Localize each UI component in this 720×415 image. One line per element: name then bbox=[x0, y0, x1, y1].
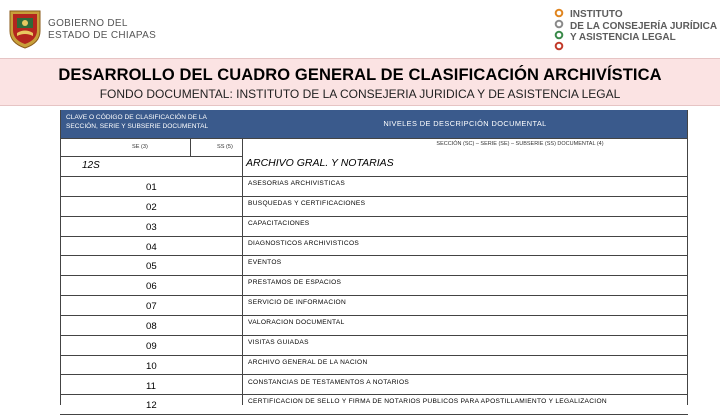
table-row bbox=[60, 177, 688, 197]
fondo-code: 12S bbox=[82, 160, 100, 171]
row-code: 04 bbox=[146, 241, 157, 253]
row-code: 03 bbox=[146, 221, 157, 233]
page-subtitle: FONDO DOCUMENTAL: INSTITUTO DE LA CONSEJERIA JURIDICA Y DE ASISTENCIA LEGAL bbox=[99, 87, 621, 101]
row-description: DIAGNOSTICOS ARCHIVISTICOS bbox=[248, 239, 360, 247]
row-description: VISITAS GUIADAS bbox=[248, 338, 309, 346]
row-code: 01 bbox=[146, 182, 157, 193]
row-code: 02 bbox=[146, 201, 157, 213]
chiapas-government-logo bbox=[4, 6, 164, 52]
table-row bbox=[60, 316, 688, 336]
row-code: 12 bbox=[146, 400, 157, 412]
row-description: CAPACITACIONES bbox=[248, 219, 310, 227]
gov-line-1: GOBIERNO DEL bbox=[48, 18, 128, 29]
gov-line-2: ESTADO DE CHIAPAS bbox=[48, 30, 157, 41]
row-description: CERTIFICACION DE SELLO Y FIRMA DE NOTARIOS PUBLICOS PARA APOSTILLAMIENTO Y LEGALIZACION bbox=[248, 398, 607, 406]
row-description: ARCHIVO GENERAL DE LA NACION bbox=[248, 358, 368, 366]
row-code: 11 bbox=[146, 380, 156, 392]
table-row bbox=[60, 296, 688, 316]
row-code: 05 bbox=[146, 261, 157, 273]
header-levels-column: NIVELES DE DESCRIPCIÓN DOCUMENTAL bbox=[242, 110, 688, 138]
row-description: VALORACION DOCUMENTAL bbox=[248, 318, 345, 326]
subheader-levels: SECCIÓN (SC) – SERIE (SE) – SUBSERIE (SS) DOCUMENTAL (4) bbox=[436, 141, 604, 147]
table-row bbox=[60, 336, 688, 356]
row-description: PRESTAMOS DE ESPACIOS bbox=[248, 279, 342, 287]
table-row bbox=[60, 197, 688, 217]
row-code: 09 bbox=[146, 340, 157, 352]
row-code: 06 bbox=[146, 281, 157, 293]
row-description: EVENTOS bbox=[248, 259, 282, 267]
inst-line-3: Y ASISTENCIA LEGAL bbox=[570, 32, 676, 43]
table-row bbox=[60, 256, 688, 276]
row-code: 10 bbox=[146, 360, 157, 372]
table-row bbox=[60, 237, 688, 257]
subheader-ss: SS (5) bbox=[217, 144, 233, 150]
fondo-name: ARCHIVO GRAL. Y NOTARIAS bbox=[246, 157, 394, 169]
header-code-column: CLAVE O CÓDIGO DE CLASIFICACIÓN DE LA SECCIÓN, SERIE Y SUBSERIE DOCUMENTAL bbox=[60, 110, 242, 138]
table-row bbox=[60, 217, 688, 237]
page-title: DESARROLLO DEL CUADRO GENERAL DE CLASIFICACIÓN ARCHIVÍSTICA bbox=[58, 66, 662, 84]
classification-table bbox=[60, 110, 688, 412]
row-description: BUSQUEDAS Y CERTIFICACIONES bbox=[248, 199, 366, 207]
row-code: 08 bbox=[146, 320, 157, 332]
table-row bbox=[60, 376, 688, 396]
row-code: 07 bbox=[146, 301, 157, 313]
table-row bbox=[60, 356, 688, 376]
grid-line bbox=[190, 138, 191, 156]
grid-line bbox=[60, 138, 688, 139]
table-row bbox=[60, 276, 688, 296]
chiapas-shield-icon bbox=[8, 9, 42, 49]
institute-logo bbox=[548, 6, 718, 54]
inst-line-1: INSTITUTO bbox=[570, 9, 623, 20]
row-description: CONSTANCIAS DE TESTAMENTOS A NOTARIOS bbox=[248, 378, 410, 386]
grid-line bbox=[60, 156, 242, 157]
subheader-se: SE (3) bbox=[132, 144, 148, 150]
row-description: SERVICIO DE INFORMACION bbox=[248, 299, 347, 307]
table-row bbox=[60, 395, 688, 415]
institute-dots-icon bbox=[552, 8, 566, 52]
inst-line-2: DE LA CONSEJERÍA JURÍDICA bbox=[570, 20, 718, 32]
row-description: ASESORIAS ARCHIVISTICAS bbox=[248, 180, 346, 187]
